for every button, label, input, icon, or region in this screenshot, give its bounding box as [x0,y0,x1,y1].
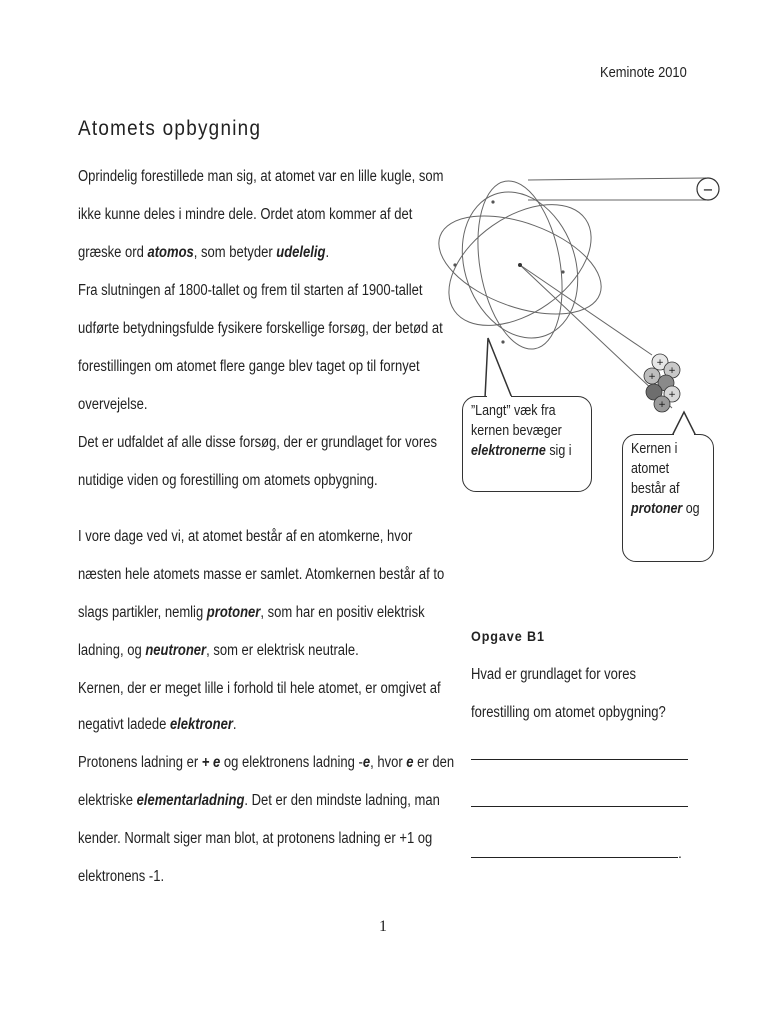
header-note: Keminote 2010 [600,64,687,81]
proton-symbol: + [658,400,666,410]
proton-symbol: + [668,366,676,376]
text-segment: elektriske [78,792,137,809]
answer-line [471,759,688,760]
zoom-line [528,178,706,180]
body-text-line: elektronens -1. [78,868,165,885]
emphasized-term: elektronerne [471,443,546,459]
proton-symbol: + [648,372,656,382]
electron-dot [561,270,564,273]
exercise-question-line: forestilling om atomet opbygning? [471,704,666,721]
text-segment: Protonens ladning er [78,754,202,771]
answer-line [471,857,678,858]
callout-nucleus [622,434,714,562]
nucleus-dot [518,263,522,267]
emphasized-term: protoner [206,604,261,621]
proton-symbol: + [668,390,676,400]
text-segment: negativt ladede [78,716,170,733]
text-segment: , hvor [370,754,407,771]
electron-symbol: − [702,183,714,198]
body-text-line: Fra slutningen af 1800-tallet og frem til starten af 1900-tallet [78,282,423,299]
body-text-line: udførte betydningsfulde fysikere forskellige forsøg, der betød at [78,320,443,337]
text-segment: er den [413,754,455,771]
tail-join [674,434,694,437]
callout-text-line: består af [631,481,680,497]
text-segment: , som er elektrisk neutrale. [206,642,359,659]
emphasized-term: elektroner [169,716,233,733]
zoom-line [520,265,652,355]
text-segment: slags partikler, nemlig [78,604,207,621]
page-title: Atomets opbygning [78,117,262,140]
emphasized-term: udelelig [276,244,326,261]
callout-text-line [631,499,700,519]
emphasized-term: neutroner [145,642,207,659]
callout-text-line: ”Langt” væk fra [471,403,556,419]
text-segment: og [682,501,700,517]
callout-text-line: kernen bevæger [471,423,562,439]
callout-text-line [471,441,572,461]
body-text-line: Det er udfaldet af alle disse forsøg, der er grundlaget for vores [78,434,437,451]
body-text-line: kender. Normalt siger man blot, at protonens ladning er +1 og [78,830,433,847]
electron-dot [491,200,494,203]
callout-text-line: Kernen i [631,441,678,457]
page-number: 1 [379,918,387,935]
emphasized-term: e [362,754,371,771]
electron-dot [453,263,456,266]
callout-electrons [462,396,592,492]
text-segment: græske ord [78,244,148,261]
callout-tail-left [485,338,512,398]
text-segment: . [232,716,237,733]
emphasized-term: + e [201,754,221,771]
tail-join [487,396,511,399]
text-segment: , som betyder [193,244,277,261]
emphasized-term: atomos [147,244,194,261]
electron-dot [501,340,504,343]
text-segment: . [325,244,330,261]
body-text-line: Oprindelig forestillede man sig, at atomet var en lille kugle, som [78,168,444,185]
answer-line [471,806,688,807]
text-segment: ladning, og [78,642,146,659]
callout-text-line: atomet [631,461,670,477]
callout-tail-right [672,412,696,436]
text-segment: , som har en positiv elektrisk [260,604,425,621]
emphasized-term: protoner [631,501,683,517]
body-text-line: næsten hele atomets masse er samlet. Atomkernen består af to [78,566,445,583]
text-segment: . Det er den mindste ladning, man [244,792,440,809]
text-segment: og elektronens ladning - [220,754,363,771]
proton-symbol: + [656,358,664,368]
emphasized-term: e [406,754,414,771]
body-text-line: Kernen, der er meget lille i forhold til hele atomet, er omgivet af [78,680,441,697]
emphasized-term: elementarladning [136,792,245,809]
body-text-line: nutidige viden og forestilling om atomets opbygning. [78,472,378,489]
body-text-line: ikke kunne deles i mindre dele. Ordet atom kommer af det [78,206,413,223]
text-segment: sig i [545,443,572,459]
exercise-heading: Opgave B1 [471,628,545,644]
answer-end-mark: . [678,845,682,861]
exercise-question-line: Hvad er grundlaget for vores [471,666,637,683]
body-text-line: I vore dage ved vi, at atomet består af en atomkerne, hvor [78,528,413,545]
body-text-line: forestillingen om atomet flere gange blev taget op til fornyet [78,358,420,375]
body-text-line: overvejelse. [78,396,148,413]
